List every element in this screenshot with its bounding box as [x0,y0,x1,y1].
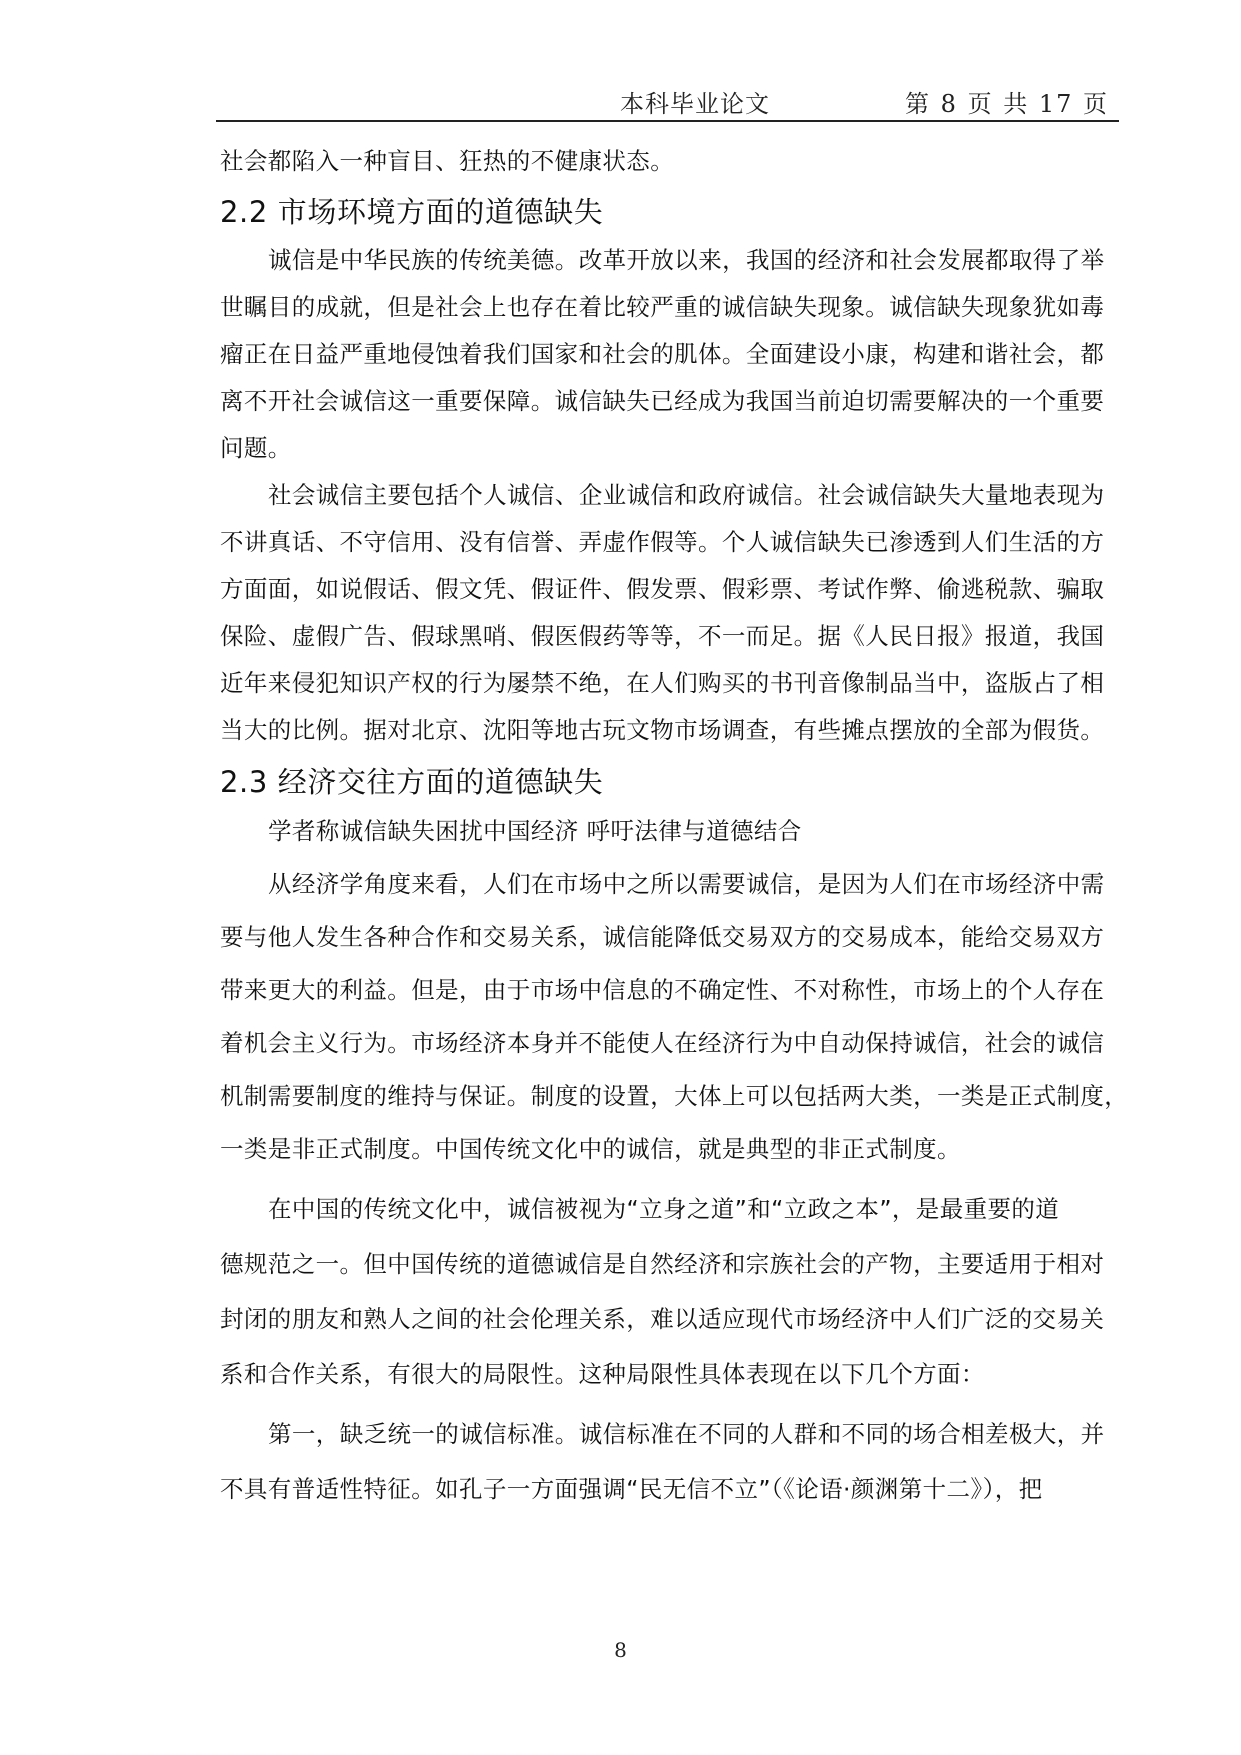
text-line: 保险、虚假广告、假球黑哨、假医假药等等，不一而足。据《人民日报》报道，我国 [220,622,1105,650]
text-line: 在中国的传统文化中，诚信被视为“立身之道”和“立政之本”，是最重要的道 [268,1195,1060,1223]
text-line: 近年来侵犯知识产权的行为屡禁不绝，在人们购买的书刊音像制品当中，盗版占了相 [220,669,1105,697]
section-heading-2-3: 2.3 经济交往方面的道德缺失 [220,765,604,799]
text-line: 要与他人发生各种合作和交易关系，诚信能降低交易双方的交易成本，能给交易双方 [220,923,1105,951]
text-line: 系和合作关系，有很大的局限性。这种局限性具体表现在以下几个方面： [220,1360,985,1388]
section-heading-2-2: 2.2 市场环境方面的道德缺失 [220,195,604,229]
text-line: 不具有普适性特征。如孔子一方面强调“民无信不立”（《论语·颜渊第十二》），把 [220,1475,1043,1503]
text-line: 社会都陷入一种盲目、狂热的不健康状态。 [220,147,675,175]
text-line: 社会诚信主要包括个人诚信、企业诚信和政府诚信。社会诚信缺失大量地表现为 [268,481,1105,509]
text-line: 德规范之一。但中国传统的道德诚信是自然经济和宗族社会的产物，主要适用于相对 [220,1250,1105,1278]
text-line: 瘤正在日益严重地侵蚀着我们国家和社会的肌体。全面建设小康，构建和谐社会，都 [220,340,1105,368]
text-line: 方面面，如说假话、假文凭、假证件、假发票、假彩票、考试作弊、偷逃税款、骗取 [220,575,1105,603]
text-line: 问题。 [220,434,292,462]
section-subtitle: 学者称诚信缺失困扰中国经济 呼吁法律与道德结合 [268,817,802,845]
page-number: 8 [614,1638,627,1662]
text-line: 诚信是中华民族的传统美德。改革开放以来，我国的经济和社会发展都取得了举 [268,246,1105,274]
text-line: 世瞩目的成就，但是社会上也存在着比较严重的诚信缺失现象。诚信缺失现象犹如毒 [220,293,1105,321]
text-line: 带来更大的利益。但是，由于市场中信息的不确定性、不对称性，市场上的个人存在 [220,976,1105,1004]
body-text [220,0,1144,1755]
text-line: 当大的比例。据对北京、沈阳等地古玩文物市场调查，有些摊点摆放的全部为假货。 [220,716,1105,744]
header-title: 本科毕业论文 [620,90,770,118]
text-line: 封闭的朋友和熟人之间的社会伦理关系，难以适应现代市场经济中人们广泛的交易关 [220,1305,1105,1333]
text-line: 机制需要制度的维持与保证。制度的设置，大体上可以包括两大类，一类是正式制度， [220,1082,1129,1110]
text-line: 第一，缺乏统一的诚信标准。诚信标准在不同的人群和不同的场合相差极大，并 [268,1420,1105,1448]
text-line: 着机会主义行为。市场经济本身并不能使人在经济行为中自动保持诚信，社会的诚信 [220,1029,1105,1057]
text-line: 不讲真话、不守信用、没有信誉、弄虚作假等。个人诚信缺失已渗透到人们生活的方 [220,528,1105,556]
text-line: 离不开社会诚信这一重要保障。诚信缺失已经成为我国当前迫切需要解决的一个重要 [220,387,1105,415]
text-line: 从经济学角度来看，人们在市场中之所以需要诚信，是因为人们在市场经济中需 [268,870,1105,898]
header-page-indicator: 第 8 页 共 17 页 [905,90,1109,118]
text-line: 一类是非正式制度。中国传统文化中的诚信，就是典型的非正式制度。 [220,1135,961,1163]
